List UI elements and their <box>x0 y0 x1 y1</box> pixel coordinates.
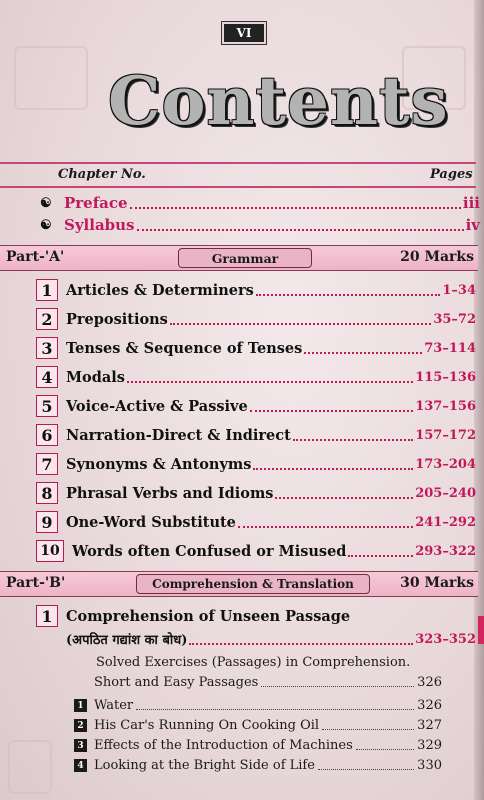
front-matter-pages: iv <box>465 216 480 234</box>
short-easy-label: Short and Easy Passages <box>94 674 259 690</box>
page-number: VI <box>224 24 264 42</box>
passage-page: 327 <box>417 717 442 733</box>
chapter-row[interactable] <box>36 365 476 389</box>
chapter-subtitle-row <box>66 629 476 649</box>
dot-leader <box>170 313 431 325</box>
passage-title: Looking at the Bright Side of Life <box>94 757 315 773</box>
header-rule-top <box>0 162 476 164</box>
chapter-row[interactable] <box>36 336 476 360</box>
chapter-title: Prepositions <box>66 310 168 328</box>
chapter-pages: 137–156 <box>415 398 476 414</box>
part-a-label: Part-'A' <box>6 249 65 265</box>
chapter-row[interactable] <box>36 394 476 418</box>
dot-leader <box>275 487 413 499</box>
chapter-row[interactable] <box>36 307 476 331</box>
passage-number: 1 <box>74 699 87 712</box>
chapter-pages: 205–240 <box>415 485 476 501</box>
header-rule-bottom <box>0 186 476 188</box>
spiral-bullet-icon: ☯ <box>40 218 52 233</box>
chapter-number: 3 <box>36 337 58 359</box>
front-matter-pages: iii <box>462 194 480 212</box>
dot-leader <box>261 677 414 687</box>
passage-number: 3 <box>74 739 87 752</box>
dot-leader <box>256 284 441 296</box>
chapter-pages: 35–72 <box>433 311 476 327</box>
passage-title: His Car's Running On Cooking Oil <box>94 717 320 733</box>
chapter-title: Tenses & Sequence of Tenses <box>66 339 303 357</box>
chapter-pages: 241–292 <box>415 514 476 530</box>
part-b-marks: 30 Marks <box>400 575 474 591</box>
page-tab-marker <box>478 616 484 644</box>
chapter-title: Voice-Active & Passive <box>66 397 248 415</box>
chapter-number: 10 <box>36 540 64 562</box>
chapter-row[interactable] <box>36 539 476 563</box>
dot-leader <box>137 219 464 231</box>
chapter-title: Phrasal Verbs and Idioms <box>66 484 274 502</box>
dot-leader <box>318 760 414 770</box>
chapter-number: 1 <box>36 279 58 301</box>
chapter-row[interactable] <box>36 423 476 447</box>
dot-leader <box>136 700 414 710</box>
part-b-label: Part-'B' <box>6 575 66 591</box>
passage-row[interactable] <box>94 716 442 734</box>
passage-page: 330 <box>417 757 442 773</box>
passage-number: 2 <box>74 719 87 732</box>
passage-row[interactable] <box>94 696 442 714</box>
passage-page: 329 <box>417 737 442 753</box>
chapter-title: Narration-Direct & Indirect <box>66 426 291 444</box>
chapter-pages: 157–172 <box>415 427 476 443</box>
chapter-pages: 1–34 <box>442 282 476 298</box>
dot-leader <box>293 429 413 441</box>
front-matter-label: Syllabus <box>64 216 135 234</box>
short-easy-page: 326 <box>417 674 442 690</box>
front-matter-syllabus[interactable] <box>40 215 480 235</box>
chapter-number: 6 <box>36 424 58 446</box>
chapter-row[interactable] <box>36 604 476 628</box>
section-intro: Solved Exercises (Passages) in Comprehension. <box>96 655 411 670</box>
chapter-number: 4 <box>36 366 58 388</box>
chapter-number: 5 <box>36 395 58 417</box>
corner-ornament <box>14 46 88 110</box>
chapter-row[interactable] <box>36 481 476 505</box>
dot-leader <box>238 516 413 528</box>
passage-title: Water <box>94 697 134 713</box>
dot-leader <box>348 545 413 557</box>
chapter-title: Comprehension of Unseen Passage <box>66 607 351 625</box>
page-title: Contents <box>108 62 449 140</box>
chapter-title: Words often Confused or Misused <box>72 542 347 560</box>
front-matter-label: Preface <box>64 194 128 212</box>
passage-row[interactable] <box>94 736 442 754</box>
pages-column-header: Pages <box>430 167 473 182</box>
chapter-title: Articles & Determiners <box>66 281 254 299</box>
dot-leader <box>189 633 413 645</box>
chapter-pages: 323–352 <box>415 631 476 647</box>
spiral-bullet-icon: ☯ <box>40 196 52 211</box>
chapter-title: Synonyms & Antonyms <box>66 455 252 473</box>
dot-leader <box>250 400 414 412</box>
dot-leader <box>304 342 422 354</box>
chapter-row[interactable] <box>36 278 476 302</box>
part-a-marks: 20 Marks <box>400 249 474 265</box>
chapter-pages: 173–204 <box>415 456 476 472</box>
passage-number: 4 <box>74 759 87 772</box>
chapter-pages: 115–136 <box>415 369 476 385</box>
part-b-section: Comprehension & Translation <box>136 574 370 594</box>
chapter-subtitle: (अपठित गद्यांश का बोध) <box>66 633 188 648</box>
chapter-number: 9 <box>36 511 58 533</box>
chapter-column-header: Chapter No. <box>58 167 146 182</box>
chapter-row[interactable] <box>36 510 476 534</box>
chapter-pages: 73–114 <box>424 340 476 356</box>
part-b-band <box>0 571 478 597</box>
short-easy-row[interactable] <box>94 673 442 691</box>
dot-leader <box>130 197 461 209</box>
chapter-row[interactable] <box>36 452 476 476</box>
dot-leader <box>127 371 413 383</box>
part-a-band <box>0 245 478 271</box>
passage-row[interactable] <box>94 756 442 774</box>
chapter-number: 8 <box>36 482 58 504</box>
passage-page: 326 <box>417 697 442 713</box>
chapter-pages: 293–322 <box>415 543 476 559</box>
corner-ornament <box>8 740 52 794</box>
chapter-number: 1 <box>36 605 58 627</box>
chapter-number: 7 <box>36 453 58 475</box>
dot-leader <box>322 720 414 730</box>
dot-leader <box>356 740 414 750</box>
chapter-title: Modals <box>66 368 125 386</box>
part-a-section: Grammar <box>178 248 312 268</box>
chapter-title: One-Word Substitute <box>66 513 236 531</box>
chapter-number: 2 <box>36 308 58 330</box>
passage-title: Effects of the Introduction of Machines <box>94 737 353 753</box>
front-matter-preface[interactable] <box>40 193 480 213</box>
dot-leader <box>253 458 413 470</box>
